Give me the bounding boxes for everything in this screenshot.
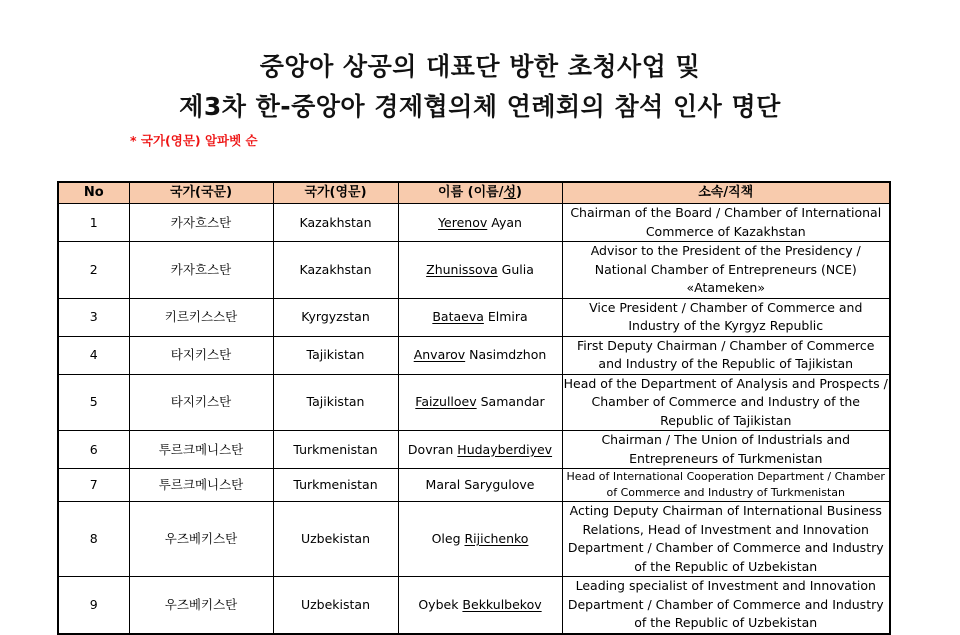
cell-no: 6 [58, 431, 129, 469]
attendee-table [57, 181, 891, 635]
surname: Zhunissova [426, 261, 498, 277]
header-name-prefix: 이름 (이름/ [438, 185, 504, 200]
cell-affiliation: Head of International Cooperation Department / Chamber of Commerce and Industry of Turkmenistan [562, 469, 890, 502]
cell-country-ko: 타지키스탄 [129, 336, 273, 374]
cell-name [398, 469, 562, 502]
cell-country-ko: 투르크메니스탄 [129, 431, 273, 469]
table-row [58, 298, 890, 336]
cell-no: 3 [58, 298, 129, 336]
cell-country-en: Uzbekistan [273, 502, 398, 577]
cell-name [398, 298, 562, 336]
given-name: Oleg [431, 531, 465, 546]
cell-no: 9 [58, 577, 129, 634]
cell-country-en: Kyrgyzstan [273, 298, 398, 336]
cell-country-en: Turkmenistan [273, 431, 398, 469]
table-row [58, 431, 890, 469]
cell-country-ko: 우즈베키스탄 [129, 577, 273, 634]
header-name-surname: 성 [503, 185, 517, 200]
cell-country-en: Kazakhstan [273, 242, 398, 299]
cell-affiliation: Chairman of the Board / Chamber of International Commerce of Kazakhstan [562, 204, 890, 242]
cell-affiliation: Head of the Department of Analysis and Prospects / Chamber of Commerce and Industry of the Republic of Tajikistan [562, 374, 890, 431]
cell-affiliation: First Deputy Chairman / Chamber of Commerce and Industry of the Republic of Tajikistan [562, 336, 890, 374]
full-name: Maral Sarygulove [425, 477, 535, 492]
given-name: Nasimdzhon [465, 347, 547, 362]
cell-country-ko: 우즈베키스탄 [129, 502, 273, 577]
given-name: Elmira [483, 309, 528, 324]
cell-no: 5 [58, 374, 129, 431]
cell-name [398, 502, 562, 577]
document-title-line-1: 중앙아 상공의 대표단 방한 초청사업 및 [259, 52, 701, 81]
given-name: Samandar [476, 394, 545, 410]
given-name: Oybek [418, 596, 463, 612]
cell-no: 1 [58, 204, 129, 242]
cell-name [398, 374, 562, 431]
cell-name [398, 242, 562, 299]
cell-affiliation: Vice President / Chamber of Commerce and Industry of the Kyrgyz Republic [562, 298, 890, 336]
cell-name [398, 204, 562, 242]
cell-country-ko: 키르키스스탄 [129, 298, 273, 336]
document-title-line-2: 제3차 한-중앙아 경제협의체 연례회의 참석 인사 명단 [179, 92, 781, 121]
cell-no: 4 [58, 336, 129, 374]
surname: Anvarov [413, 347, 466, 362]
table-row [58, 502, 890, 577]
cell-country-ko: 타지키스탄 [129, 374, 273, 431]
cell-name [398, 336, 562, 374]
table-row [58, 469, 890, 502]
cell-no: 7 [58, 469, 129, 502]
table-row [58, 374, 890, 431]
cell-country-en: Turkmenistan [273, 469, 398, 502]
surname: Bekkulbekov [462, 596, 542, 612]
cell-no: 2 [58, 242, 129, 299]
cell-no: 8 [58, 502, 129, 577]
cell-country-ko: 카자흐스탄 [129, 204, 273, 242]
given-name: Ayan [487, 214, 522, 230]
cell-country-ko: 투르크메니스탄 [129, 469, 273, 502]
header-affiliation: 소속/직책 [562, 182, 890, 204]
surname: Rijichenko [464, 531, 529, 546]
surname: Faizulloev [415, 394, 477, 410]
table-row [58, 204, 890, 242]
cell-country-en: Uzbekistan [273, 577, 398, 634]
cell-affiliation: Leading specialist of Investment and Innovation Department / Chamber of Commerce and Industry of the Republic of Uzbekistan [562, 577, 890, 634]
table-header-row [58, 182, 890, 204]
table-row [58, 242, 890, 299]
surname: Yerenov [438, 214, 488, 230]
table-body [58, 204, 890, 634]
cell-country-ko: 카자흐스탄 [129, 242, 273, 299]
header-name [398, 182, 562, 204]
table-row [58, 336, 890, 374]
cell-country-en: Kazakhstan [273, 204, 398, 242]
sort-order-note: * 국가(영문) 알파벳 순 [130, 133, 258, 148]
header-name-suffix: ) [516, 185, 522, 200]
cell-country-en: Tajikistan [273, 336, 398, 374]
header-no: No [58, 182, 129, 204]
surname: Hudayberdiyev [457, 441, 553, 457]
given-name: Dovran [407, 441, 458, 457]
surname: Bataeva [432, 309, 484, 324]
cell-name [398, 431, 562, 469]
cell-affiliation: Advisor to the President of the Presidency / National Chamber of Entrepreneurs (NCE) «Atameken» [562, 242, 890, 299]
cell-affiliation: Acting Deputy Chairman of International Business Relations, Head of Investment and Innovation Department / Chamber of Commerce and Industry of the Republic of Uzbekistan [562, 502, 890, 577]
cell-affiliation: Chairman / The Union of Industrials and Entrepreneurs of Turkmenistan [562, 431, 890, 469]
cell-country-en: Tajikistan [273, 374, 398, 431]
header-country-ko: 국가(국문) [129, 182, 273, 204]
header-country-en: 국가(영문) [273, 182, 398, 204]
table-row [58, 577, 890, 634]
given-name: Gulia [497, 261, 534, 277]
cell-name [398, 577, 562, 634]
